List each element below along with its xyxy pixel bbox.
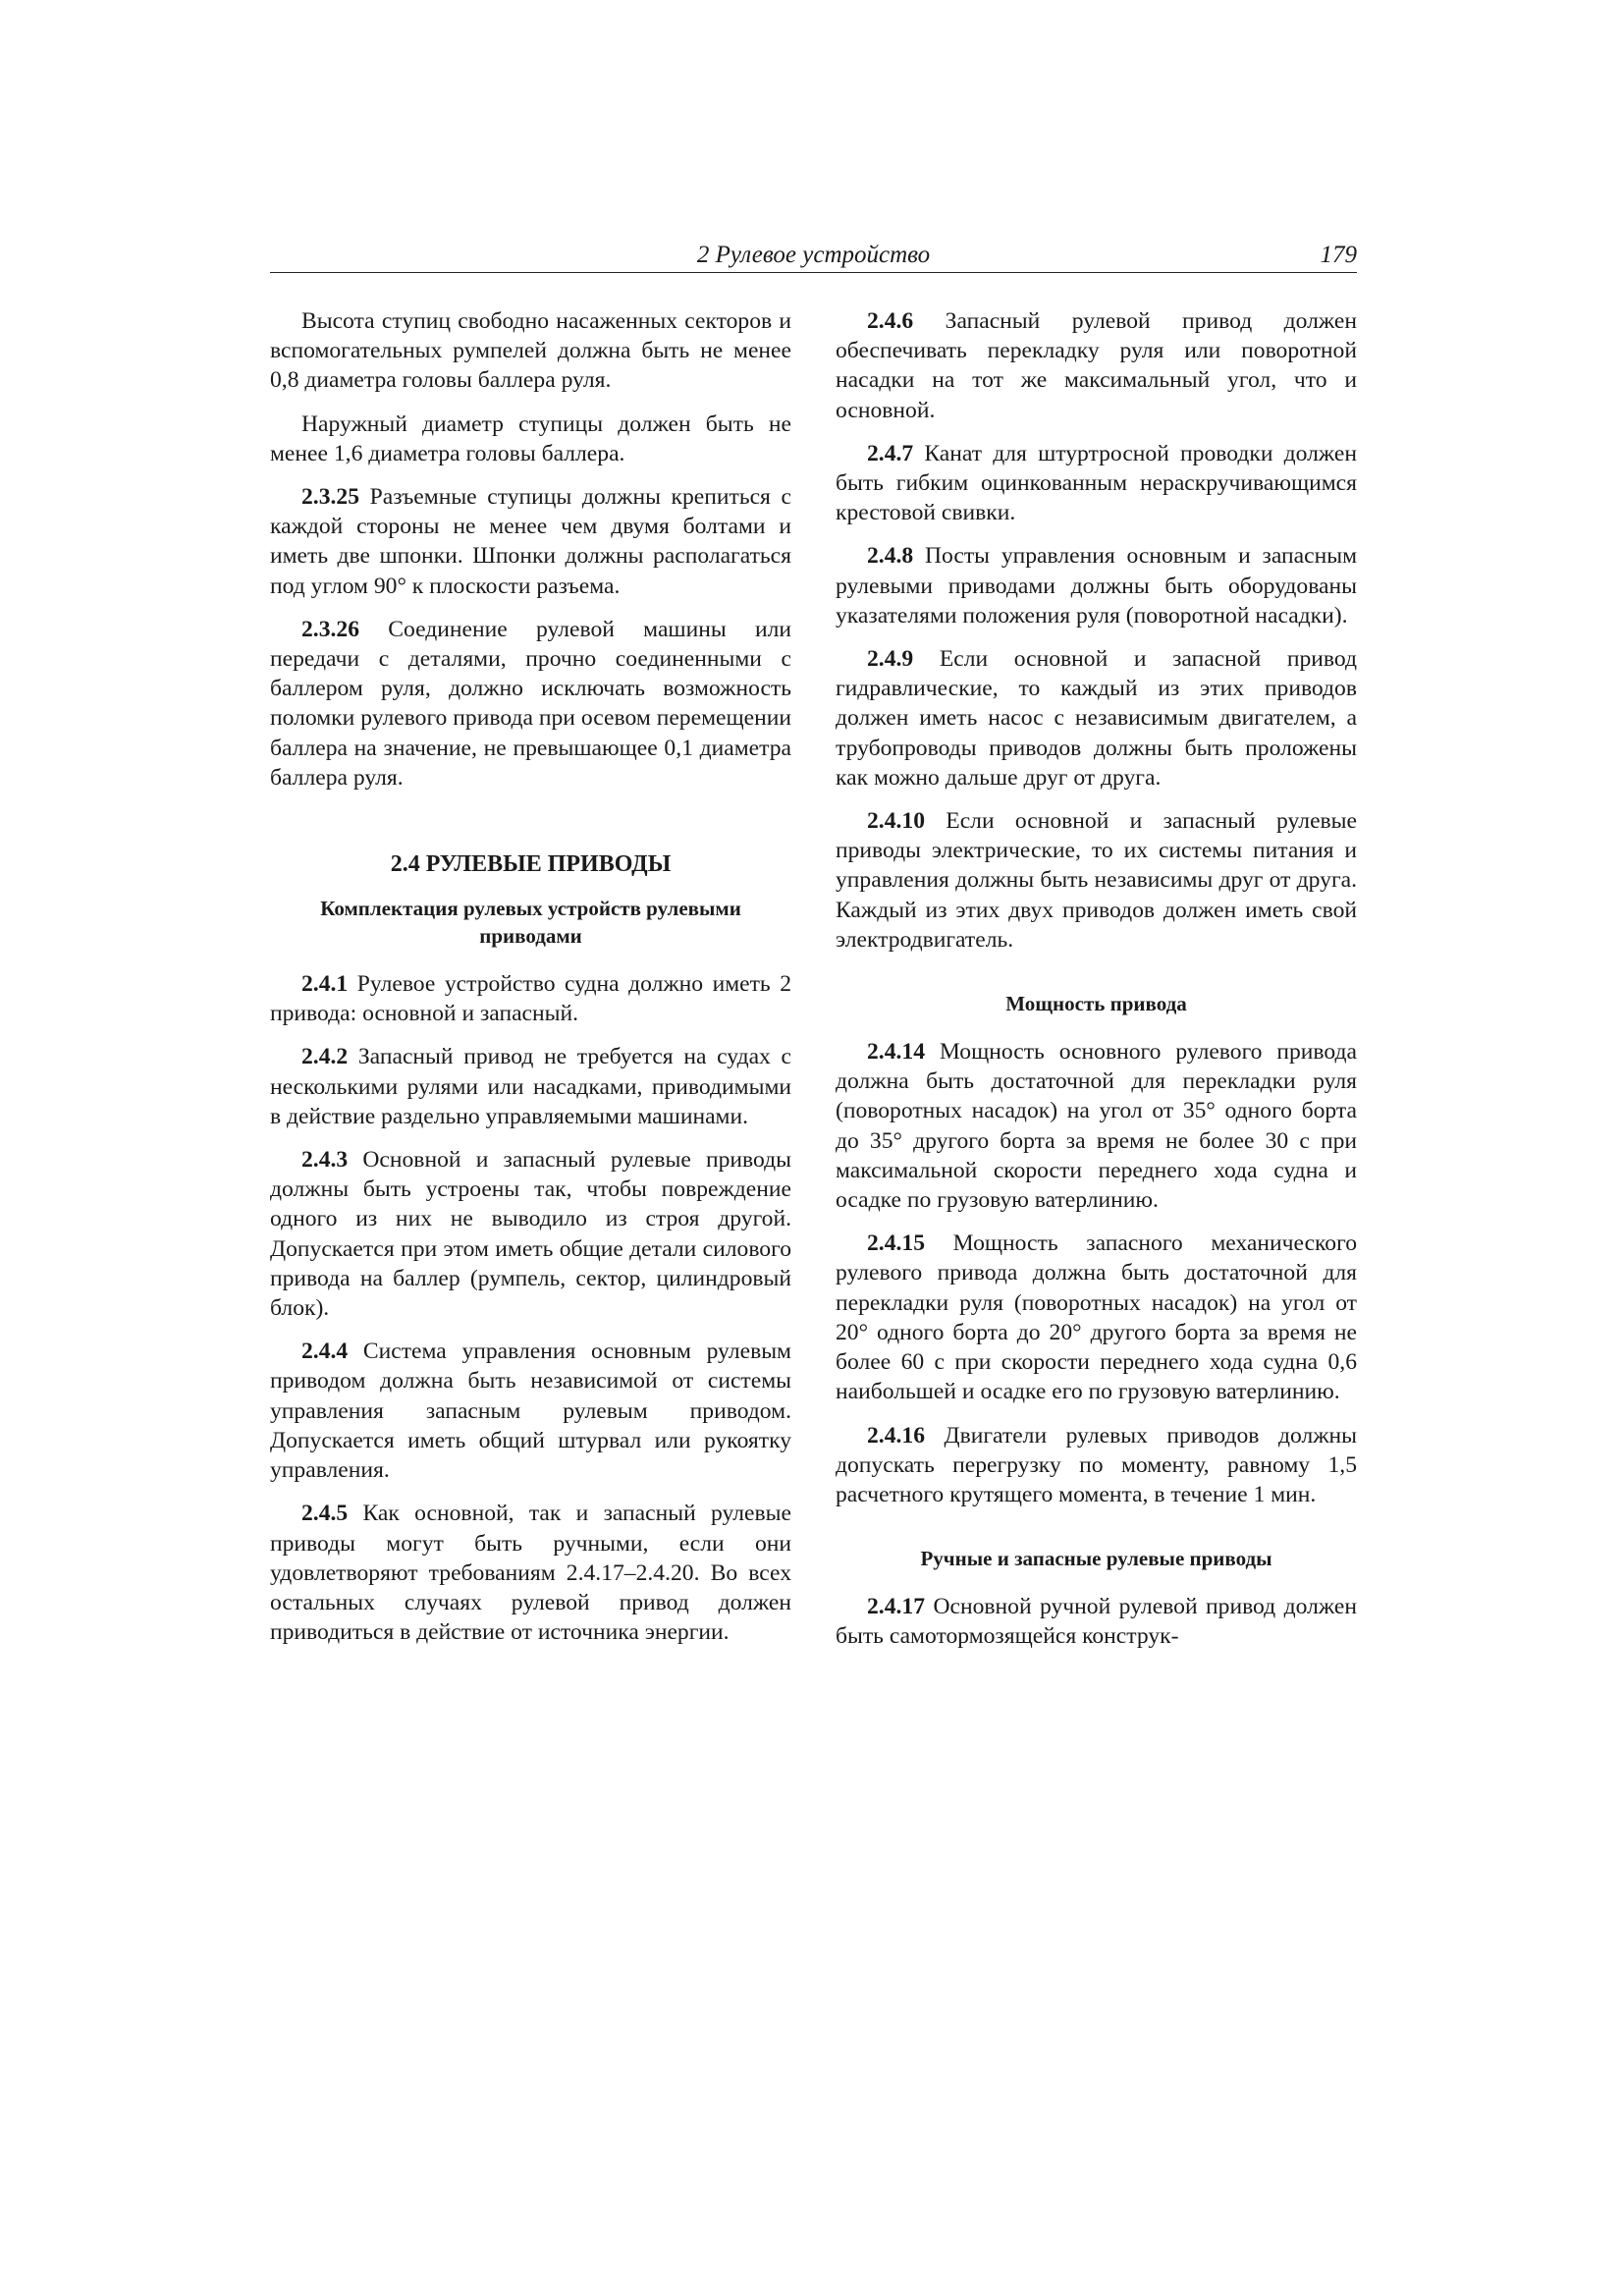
clause-number: 2.4.14 bbox=[867, 1039, 925, 1066]
clause-2-4-16 bbox=[836, 1421, 1357, 1510]
chapter-title: 2 Рулевое устройство bbox=[696, 242, 931, 268]
clause-2-4-10 bbox=[836, 806, 1357, 955]
clause-text: Мощность запасного механического рулевого привода должна быть достаточной для перекладки руля (поворотных насадок) на угол от 20° одного борта до 20° другого борта за время не более 60 с при скорости переднего хода судна 0,6 наибольшей и осадке его по грузовую ватерлинию. bbox=[836, 1230, 1357, 1405]
clause-text: Если основной и запасный рулевые приводы электрические, то их системы питания и управления должны быть независимы друг от друга. Каждый из этих двух приводов должен иметь свой электродвигатель. bbox=[836, 808, 1357, 953]
clause-number: 2.4.6 bbox=[867, 308, 914, 334]
clause-2-4-5 bbox=[270, 1499, 791, 1647]
clause-number: 2.3.26 bbox=[301, 616, 359, 642]
section-title: 2.4 РУЛЕВЫЕ ПРИВОДЫ bbox=[390, 851, 672, 878]
clause-2-4-15 bbox=[836, 1229, 1357, 1406]
clause-text: Если основной и запасной привод гидравлические, то каждый из этих приводов должен иметь насос с независимым двигателем, а трубопроводы приводов должны быть проложены как можно дальше друг от друга. bbox=[836, 646, 1357, 791]
clause-2-4-2 bbox=[270, 1042, 791, 1131]
clause-number: 2.4.7 bbox=[867, 440, 914, 466]
clause-number: 2.4.4 bbox=[301, 1339, 349, 1365]
subsection-title-manual: Ручные и запасные рулевые приводы bbox=[920, 1547, 1272, 1571]
paragraph bbox=[270, 410, 791, 468]
clause-text: Соединение рулевой машины или передачи с деталями, прочно соединенными с баллером руля, должно исключать возможность поломки рулевого привода при осевом перемещении баллера на значение, не превышающее 0,1 диаметра баллера руля. bbox=[270, 616, 791, 791]
paragraph bbox=[270, 306, 791, 396]
clause-text: Основной и запасный рулевые приводы должны быть устроены так, чтобы повреждение одного из них не выводило из строя другой. Допускается при этом иметь общие детали силового привода на баллер (румпель, сектор, цилиндровый блок). bbox=[270, 1147, 791, 1322]
clause-text: Основной ручной рулевой привод должен быть самотормозящейся конструк- bbox=[836, 1594, 1357, 1650]
clause-2-4-3 bbox=[270, 1145, 791, 1323]
clause-2-4-7 bbox=[836, 439, 1357, 528]
clause-text: Запасный привод не требуется на судах с несколькими рулями или насадками, приводимыми в действие раздельно управляемыми машинами. bbox=[270, 1044, 791, 1129]
clause-text: Двигатели рулевых приводов должны допускать перегрузку по моменту, равному 1,5 расчетного крутящего момента, в течение 1 мин. bbox=[836, 1422, 1357, 1507]
clause-2-4-14 bbox=[836, 1037, 1357, 1215]
clause-number: 2.4.9 bbox=[867, 646, 914, 673]
subsection-title: Комплектация рулевых устройств рулевыми приводами bbox=[320, 897, 741, 949]
page-number: 179 bbox=[1320, 242, 1357, 268]
clause-number: 2.4.1 bbox=[301, 971, 349, 998]
clause-text: Запасный рулевой привод должен обеспечивать перекладку руля или поворотной насадки на тот же максимальный угол, что и основной. bbox=[836, 308, 1357, 423]
paragraph-text: Наружный диаметр ступицы должен быть не менее 1,6 диаметра головы баллера. bbox=[270, 410, 791, 466]
clause-2-4-9 bbox=[836, 644, 1357, 793]
right-column bbox=[836, 306, 1357, 1666]
subsection-title-power: Мощность привода bbox=[1005, 992, 1187, 1016]
clause-number: 2.4.15 bbox=[867, 1230, 925, 1257]
left-column bbox=[270, 306, 791, 1661]
clause-2-3-25 bbox=[270, 482, 791, 601]
clause-text: Рулевое устройство судна должно иметь 2 привода: основной и запасный. bbox=[270, 971, 791, 1027]
clause-text: Как основной, так и запасный рулевые приводы могут быть ручными, если они удовлетворяют требованиям 2.4.17–2.4.20. Во всех остальных случаях рулевой привод должен приводиться в действие от источника энергии. bbox=[270, 1501, 791, 1646]
clause-2-3-26 bbox=[270, 615, 791, 793]
clause-number: 2.3.25 bbox=[301, 484, 359, 511]
clause-text: Посты управления основным и запасным рулевыми приводами должны быть оборудованы указателями положения руля (поворотной насадки). bbox=[836, 543, 1357, 629]
clause-text: Мощность основного рулевого привода должна быть достаточной для перекладки руля (поворотных насадок) на угол от 35° одного борта до 35° другого борта за время не более 30 с при максимальной скорости переднего хода судна и осадке по грузовую ватерлинию. bbox=[836, 1039, 1357, 1214]
paragraph-text: Высота ступиц свободно насаженных секторов и вспомогательных румпелей должна быть не менее 0,8 диаметра головы баллера руля. bbox=[270, 308, 791, 394]
clause-2-4-17 bbox=[836, 1592, 1357, 1651]
clause-number: 2.4.10 bbox=[867, 808, 925, 835]
clause-2-4-8 bbox=[836, 541, 1357, 630]
clause-number: 2.4.5 bbox=[301, 1501, 349, 1527]
clause-2-4-1 bbox=[270, 969, 791, 1028]
clause-2-4-4 bbox=[270, 1337, 791, 1485]
clause-text: Разъемные ступицы должны крепиться с каждой стороны не менее чем двумя болтами и иметь две шпонки. Шпонки должны располагаться под углом 90° к плоскости разъема. bbox=[270, 484, 791, 599]
clause-2-4-6 bbox=[836, 306, 1357, 425]
clause-number: 2.4.8 bbox=[867, 543, 914, 570]
clause-number: 2.4.17 bbox=[867, 1594, 925, 1620]
clause-text: Система управления основным рулевым приводом должна быть независимой от системы управления запасным рулевым приводом. Допускается иметь общий штурвал или рукоятку управления. bbox=[270, 1339, 791, 1484]
clause-text: Канат для штуртросной проводки должен быть гибким оцинкованным нераскручивающимся крестовой свивки. bbox=[836, 440, 1357, 526]
clause-number: 2.4.2 bbox=[301, 1044, 349, 1070]
clause-number: 2.4.3 bbox=[301, 1147, 349, 1174]
clause-number: 2.4.16 bbox=[867, 1422, 925, 1449]
running-header bbox=[270, 241, 1357, 273]
